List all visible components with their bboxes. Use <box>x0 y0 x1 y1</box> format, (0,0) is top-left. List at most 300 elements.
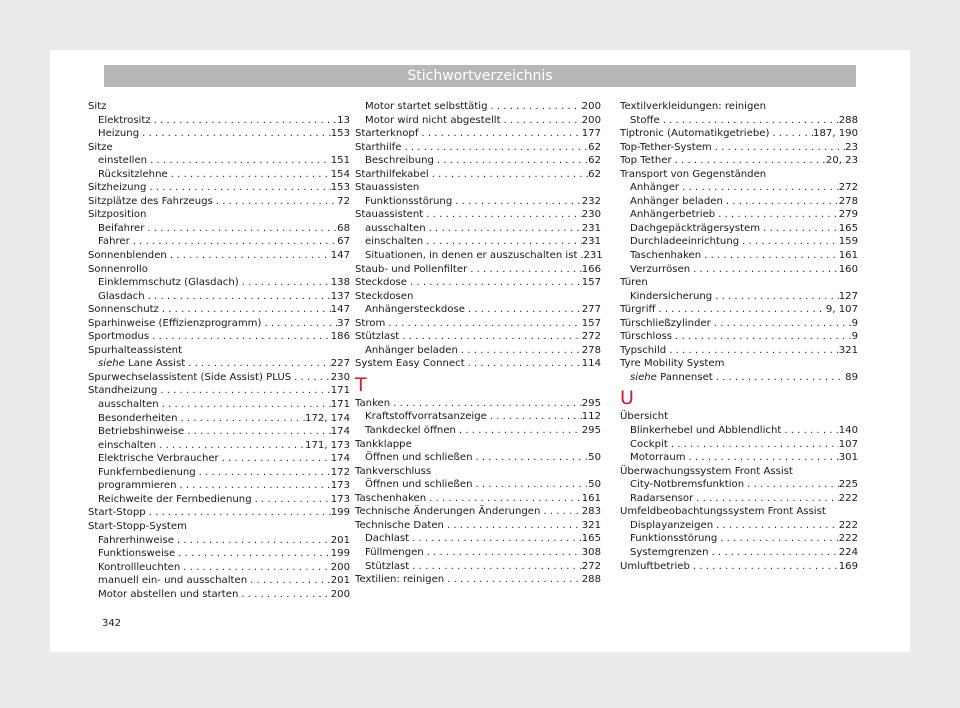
entry-term: Beschreibung <box>365 155 434 167</box>
dot-leader <box>679 181 839 195</box>
index-entry <box>620 317 858 331</box>
entry-term: Starterknopf <box>355 128 419 140</box>
index-subentry <box>620 492 858 506</box>
index-entry <box>620 465 858 479</box>
page-reference: 199 <box>330 548 350 560</box>
dot-leader <box>473 451 589 465</box>
entry-term: Steckdose <box>355 277 408 289</box>
dot-leader <box>175 547 330 561</box>
index-subentry <box>88 357 350 371</box>
entry-term: Typschild <box>620 344 667 356</box>
index-subentry <box>355 478 601 492</box>
entry-term: Anhängersteckdose <box>365 304 465 316</box>
index-subentry <box>355 410 601 424</box>
page-reference: 174 <box>330 453 350 465</box>
dot-leader <box>672 330 852 344</box>
dot-leader <box>144 222 337 236</box>
entry-term: Transport von Gegenständen <box>620 168 767 180</box>
entry-term <box>98 357 185 371</box>
entry-term: einstellen <box>98 155 148 167</box>
page-reference: 174 <box>330 426 350 438</box>
entry-term: Spurhalteassistent <box>88 344 183 356</box>
entry-term: System Easy Connect <box>355 358 465 370</box>
entry-term: City-Notbremsfunktion <box>630 479 745 491</box>
dot-leader <box>156 439 305 453</box>
entry-term: Einklemmschutz (Glasdach) <box>98 277 239 289</box>
page-reference: 227 <box>330 358 350 370</box>
page-reference: 9 <box>851 317 858 329</box>
page-reference: 278 <box>581 344 601 356</box>
page-reference: 169 <box>838 560 858 572</box>
page-reference: 231 <box>583 250 603 262</box>
page-reference: 231 <box>581 236 601 248</box>
see-target: Pannenset <box>656 371 713 383</box>
dot-leader <box>668 438 839 452</box>
page-reference: 199 <box>330 507 350 519</box>
dot-leader <box>444 519 582 533</box>
index-column-2 <box>355 100 601 587</box>
entry-term: Blinkerhebel und Abblendlicht <box>630 425 782 437</box>
index-subentry <box>355 154 601 168</box>
page-reference: 50 <box>588 452 601 464</box>
page-number: 342 <box>102 618 122 629</box>
index-entry <box>355 519 601 533</box>
entry-term: Stoffe <box>630 114 660 126</box>
entry-term: Durchladeeinrichtung <box>630 236 740 248</box>
entry-term: Anhänger <box>630 182 680 194</box>
entry-term: ausschalten <box>365 222 426 234</box>
entry-term: Tyre Mobility System <box>620 358 725 370</box>
see-target: Lane Assist <box>124 358 186 370</box>
index-entry <box>88 181 350 195</box>
page-reference: 187, 190 <box>813 128 858 140</box>
index-subentry <box>88 290 350 304</box>
index-subentry <box>355 222 601 236</box>
page-reference: 157 <box>581 277 601 289</box>
dot-leader <box>385 317 581 331</box>
dot-leader <box>418 127 581 141</box>
entry-term: Radarsensor <box>630 492 694 504</box>
entry-term: Dachlast <box>365 533 410 545</box>
page-reference: 321 <box>581 519 601 531</box>
entry-term: Dachgepäckträgersystem <box>630 222 761 234</box>
entry-term: Steckdosen <box>355 290 414 302</box>
entry-term: Kraftstoffvorratsanzeige <box>365 411 487 423</box>
page-reference: 224 <box>838 546 858 558</box>
page-reference: 9 <box>851 331 858 343</box>
dot-leader <box>690 263 839 277</box>
dot-leader <box>178 412 306 426</box>
page-reference: 171, 173 <box>305 439 350 451</box>
index-subentry <box>620 208 858 222</box>
index-subentry <box>620 181 858 195</box>
dot-leader <box>467 263 582 277</box>
entry-term: Anhänger beladen <box>365 344 458 356</box>
index-subentry <box>88 439 350 453</box>
index-subentry <box>88 114 350 128</box>
page-reference: 37 <box>337 317 350 329</box>
index-subentry <box>355 560 601 574</box>
page-reference: 200 <box>581 114 601 126</box>
dot-leader <box>180 561 330 575</box>
dot-leader <box>744 478 839 492</box>
see-reference: siehe <box>98 358 125 370</box>
entry-term: Fahrer <box>98 236 130 248</box>
page-reference: 62 <box>588 141 601 153</box>
dot-leader <box>672 154 826 168</box>
index-entry <box>620 141 858 155</box>
index-entry <box>355 168 601 182</box>
index-subentry <box>88 276 350 290</box>
dot-leader <box>458 344 582 358</box>
index-entry <box>88 195 350 209</box>
entry-term: Motor abstellen und starten <box>98 588 239 600</box>
entry-term: einschalten <box>98 439 157 451</box>
dot-leader <box>473 478 589 492</box>
index-entry <box>620 560 858 574</box>
entry-term: Sitz <box>88 101 107 112</box>
dot-leader <box>693 492 839 506</box>
dot-leader <box>712 290 839 304</box>
page-reference: 147 <box>330 250 350 262</box>
entry-term: Fahrerhinweise <box>98 534 174 546</box>
index-subentry <box>88 452 350 466</box>
index-entry <box>620 505 858 519</box>
index-subentry <box>88 574 350 588</box>
entry-term: Stauassisten <box>355 182 420 194</box>
index-entry <box>88 249 350 263</box>
dot-leader <box>713 371 845 385</box>
entry-term: Sonnenrollo <box>88 263 148 275</box>
page-reference: 161 <box>838 250 858 262</box>
dot-leader <box>709 546 839 560</box>
index-subentry <box>88 398 350 412</box>
index-subentry <box>355 451 601 465</box>
page-reference: 165 <box>838 222 858 234</box>
index-subentry <box>88 412 350 426</box>
index-subentry <box>88 561 350 575</box>
index-entry <box>620 344 858 358</box>
entry-term: Türschließzylinder <box>620 317 711 329</box>
index-subentry <box>88 493 350 507</box>
dot-leader <box>149 330 331 344</box>
entry-term: Elektrositz <box>98 114 151 126</box>
dot-leader <box>423 208 581 222</box>
index-subentry <box>620 114 858 128</box>
dot-leader <box>261 317 337 331</box>
page-reference: 172, 174 <box>305 412 350 424</box>
dot-leader <box>717 532 838 546</box>
page-reference: 225 <box>838 479 858 491</box>
entry-term: Stützlast <box>355 331 400 343</box>
index-entry <box>355 263 601 277</box>
dot-leader <box>655 303 825 317</box>
dot-leader <box>426 492 582 506</box>
index-subentry <box>355 100 601 114</box>
entry-term: Motor startet selbsttätig <box>365 101 488 112</box>
index-entry <box>88 384 350 398</box>
entry-term: Verzurrösen <box>630 263 691 275</box>
dot-leader <box>713 519 839 533</box>
index-entry <box>355 330 601 344</box>
page-reference: 157 <box>581 317 601 329</box>
entry-term: Staub- und Pollenfilter <box>355 263 468 275</box>
entry-term: Systemgrenzen <box>630 546 709 558</box>
entry-term: Türgriff <box>620 304 656 316</box>
entry-term: Start-Stopp <box>88 507 146 519</box>
entry-term: Sportmodus <box>88 331 150 343</box>
dot-leader <box>487 100 581 114</box>
index-subentry <box>620 263 858 277</box>
dot-leader <box>666 344 839 358</box>
dot-leader <box>429 168 588 182</box>
index-entry <box>88 100 350 114</box>
dot-leader <box>456 424 582 438</box>
entry-term: Übersicht <box>620 411 669 423</box>
index-entry <box>620 154 858 168</box>
page-reference: 9, 107 <box>825 304 858 316</box>
entry-term: Stützlast <box>365 560 410 572</box>
index-subentry <box>88 222 350 236</box>
dot-leader <box>407 276 582 290</box>
entry-term: Taschenhaken <box>630 250 702 262</box>
entry-term: Funkfernbedienung <box>98 466 196 478</box>
dot-leader <box>168 168 331 182</box>
entry-term: Strom <box>355 317 386 329</box>
entry-term: Funktionsweise <box>98 548 176 560</box>
page-reference: 72 <box>337 195 350 207</box>
page-reference: 222 <box>838 492 858 504</box>
index-entry <box>355 357 601 371</box>
index-subentry <box>620 438 858 452</box>
dot-leader <box>660 114 839 128</box>
entry-term: Sonnenschutz <box>88 304 159 316</box>
page-reference: 153 <box>330 128 350 140</box>
page-reference: 107 <box>838 438 858 450</box>
index-entry <box>355 208 601 222</box>
page-reference: 295 <box>581 425 601 437</box>
entry-term: Tiptronic (Automatikgetriebe) <box>620 128 770 140</box>
page-reference: 295 <box>581 397 601 409</box>
index-subentry <box>88 127 350 141</box>
index-subentry <box>88 154 350 168</box>
entry-term: Start-Stopp-System <box>88 520 187 532</box>
page-reference: 272 <box>581 560 601 572</box>
page-reference: 50 <box>588 479 601 491</box>
dot-leader <box>739 235 839 249</box>
index-entry <box>88 520 350 534</box>
index-subentry <box>88 534 350 548</box>
page-reference: 13 <box>337 114 350 126</box>
dot-leader <box>252 493 331 507</box>
index-subentry <box>620 546 858 560</box>
page-reference: 230 <box>330 371 350 383</box>
page-reference: 277 <box>581 304 601 316</box>
entry-term: Technische Daten <box>355 519 444 531</box>
page-reference: 153 <box>330 182 350 194</box>
index-column-3 <box>620 100 858 573</box>
index-subentry <box>355 235 601 249</box>
index-subentry <box>355 195 601 209</box>
dot-leader <box>781 424 838 438</box>
entry-term: Motorraum <box>630 452 686 464</box>
page-reference: 159 <box>838 236 858 248</box>
entry-term: Kindersicherung <box>630 290 713 302</box>
dot-leader <box>185 357 331 371</box>
index-letter-heading: U <box>620 387 634 410</box>
entry-term: Kontrollleuchten <box>98 561 181 573</box>
index-entry <box>355 181 601 195</box>
page-reference: 288 <box>581 574 601 586</box>
dot-leader <box>219 452 331 466</box>
page-reference: 161 <box>581 492 601 504</box>
index-entry <box>355 438 601 452</box>
index-entry <box>355 127 601 141</box>
index-entry <box>88 506 350 520</box>
entry-term: Reichweite der Fernbedienung <box>98 493 252 505</box>
page-reference: 23 <box>845 141 858 153</box>
entry-term: Heizung <box>98 128 140 140</box>
dot-leader <box>291 371 331 385</box>
entry-term: Überwachungssystem Front Assist <box>620 465 793 477</box>
index-entry <box>620 410 858 424</box>
index-letter-heading: T <box>355 373 367 396</box>
dot-leader <box>409 560 581 574</box>
dot-leader <box>487 410 582 424</box>
index-entry <box>355 492 601 506</box>
dot-leader <box>399 330 581 344</box>
page-reference: 279 <box>838 209 858 221</box>
page-reference: 171 <box>330 399 350 411</box>
page-reference: 172 <box>330 466 350 478</box>
dot-leader <box>130 235 337 249</box>
entry-term: Betriebshinweise <box>98 426 185 438</box>
page-reference: 200 <box>581 101 601 112</box>
section-title: Stichwortverzeichnis <box>407 68 553 84</box>
entry-term: Elektrische Verbraucher <box>98 453 219 465</box>
index-subentry <box>355 424 601 438</box>
dot-leader <box>711 317 852 331</box>
index-entry <box>88 141 350 155</box>
index-subentry <box>620 222 858 236</box>
index-entry <box>355 141 601 155</box>
dot-leader <box>139 127 331 141</box>
entry-term: Sonnenblenden <box>88 250 167 262</box>
page-reference: 165 <box>581 533 601 545</box>
entry-term: Füllmengen <box>365 546 424 558</box>
entry-term: Funktionsstörung <box>365 195 453 207</box>
dot-leader <box>159 398 331 412</box>
index-entry <box>355 276 601 290</box>
page-reference: 114 <box>581 358 601 370</box>
index-subentry <box>355 303 601 317</box>
dot-leader <box>239 276 331 290</box>
page-reference: 278 <box>838 195 858 207</box>
index-column-1 <box>88 100 350 601</box>
entry-term: Sparhinweise (Effizienzprogramm) <box>88 317 262 329</box>
entry-term: Sitze <box>88 141 113 153</box>
dot-leader <box>146 181 330 195</box>
entry-term: Cockpit <box>630 438 668 450</box>
index-subentry <box>88 168 350 182</box>
dot-leader <box>167 249 331 263</box>
page-reference: 283 <box>581 506 601 518</box>
index-entry <box>88 303 350 317</box>
dot-leader <box>159 303 331 317</box>
page-reference: 288 <box>838 114 858 126</box>
dot-leader <box>423 235 582 249</box>
page-reference: 231 <box>581 222 601 234</box>
page-reference: 140 <box>838 425 858 437</box>
entry-term: manuell ein- und ausschalten <box>98 575 248 587</box>
index-page <box>50 50 910 652</box>
index-subentry <box>620 290 858 304</box>
page-reference: 173 <box>330 480 350 492</box>
page-reference: 112 <box>581 411 601 423</box>
entry-term: Tanken <box>355 397 391 409</box>
page-reference: 20, 23 <box>825 155 858 167</box>
entry-term: Taschenhaken <box>355 492 427 504</box>
entry-term: ausschalten <box>98 399 159 411</box>
page-reference: 321 <box>838 344 858 356</box>
entry-term: Tankklappe <box>355 438 412 450</box>
index-subentry <box>355 532 601 546</box>
dot-leader <box>390 397 582 411</box>
entry-term: Situationen, in denen er auszuschalten ist <box>365 250 578 262</box>
entry-term: Textilverkleidungen: reinigen <box>620 101 767 112</box>
entry-term: Öffnen und schließen <box>365 452 473 464</box>
dot-leader <box>151 114 338 128</box>
page-reference: 232 <box>581 195 601 207</box>
dot-leader <box>184 425 330 439</box>
entry-term: programmieren <box>98 480 177 492</box>
index-subentry <box>620 195 858 209</box>
dot-leader <box>401 141 588 155</box>
dot-leader <box>196 466 331 480</box>
dot-leader <box>424 546 582 560</box>
entry-term: Beifahrer <box>98 222 145 234</box>
dot-leader <box>176 479 330 493</box>
entry-term: Top Tether <box>620 155 672 167</box>
entry-term: Spurwechselassistent (Side Assist) PLUS <box>88 371 292 383</box>
index-subentry <box>355 114 601 128</box>
index-entry <box>355 397 601 411</box>
index-entry <box>355 317 601 331</box>
page-reference: 186 <box>330 331 350 343</box>
entry-term: Umluftbetrieb <box>620 560 690 572</box>
see-reference: siehe <box>630 371 657 383</box>
page-reference: 201 <box>330 534 350 546</box>
entry-term: Öffnen und schließen <box>365 479 473 491</box>
entry-term: Anhänger beladen <box>630 195 723 207</box>
index-subentry <box>88 588 350 602</box>
dot-leader <box>465 357 582 371</box>
index-subentry <box>88 547 350 561</box>
index-subentry <box>88 425 350 439</box>
page-reference: 201 <box>330 575 350 587</box>
index-subentry <box>620 532 858 546</box>
index-subentry <box>620 519 858 533</box>
dot-leader <box>690 560 839 574</box>
index-entry <box>620 276 858 290</box>
entry-term: Rücksitzlehne <box>98 168 168 180</box>
page-reference: 272 <box>581 331 601 343</box>
dot-leader <box>444 573 582 587</box>
index-subentry <box>355 249 601 263</box>
page-reference: 147 <box>330 304 350 316</box>
dot-leader <box>238 588 330 602</box>
entry-term: Türschloss <box>620 331 673 343</box>
